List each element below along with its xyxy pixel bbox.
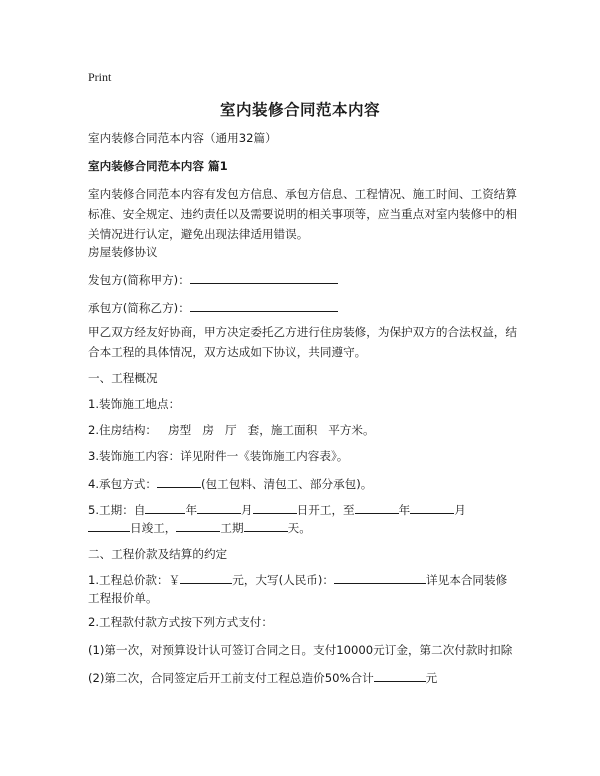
item5-days: 天。 — [287, 521, 311, 535]
item5-start: 日开工，至 — [296, 503, 355, 517]
item1-suffix: 详见本合同装修 — [426, 573, 508, 587]
section2-item1-cont: 工程报价单。 — [88, 591, 158, 605]
item5-prefix: 5.工期：自 — [88, 503, 146, 517]
section1-heading: 一、工程概况 — [88, 371, 158, 385]
party-a-line — [88, 270, 338, 290]
section1-item1: 1.装饰施工地点： — [88, 397, 181, 411]
start-year-blank — [145, 500, 185, 514]
item5-period: 工期 — [220, 521, 244, 535]
start-year-unit: 年 — [185, 503, 198, 517]
party-b-label: 承包方(简称乙方)： — [88, 301, 190, 315]
section-heading: 室内装修合同范本内容 篇1 — [88, 159, 228, 173]
start-month-unit: 月 — [241, 503, 253, 517]
party-b-blank — [190, 298, 338, 312]
party-a-blank — [190, 270, 338, 284]
section2-item1 — [88, 570, 507, 590]
end-year-unit: 年 — [398, 503, 411, 517]
party-a-label: 发包方(简称甲方)： — [88, 273, 190, 287]
section1-item5 — [88, 500, 466, 520]
page-title: 室内装修合同范本内容 — [219, 101, 380, 119]
end-year-blank — [355, 500, 399, 514]
period-blank — [176, 518, 220, 532]
document-subtitle: 室内装修合同范本内容（通用32篇） — [88, 131, 277, 145]
section1-item4 — [88, 474, 372, 494]
days-blank — [244, 518, 288, 532]
item1-mid: 元，大写(人民币)： — [232, 573, 335, 587]
price-words-blank — [334, 570, 426, 584]
item4-suffix: (包工包料、清包工、部分承包)。 — [201, 477, 373, 491]
start-day-blank — [253, 500, 297, 514]
party-b-line — [88, 298, 338, 318]
item4-blank — [157, 474, 201, 488]
item4-prefix: 4.承包方式： — [88, 477, 158, 491]
item5-end: 日竣工， — [130, 521, 177, 535]
pay2-unit: 元 — [425, 671, 438, 685]
section1-item2: 2.住房结构： 房型 房 厅 套，施工面积 平方米。 — [88, 423, 375, 437]
pay2-blank — [374, 668, 426, 682]
price-blank — [180, 570, 232, 584]
section1-item3: 3.装饰施工内容：详见附件一《装饰施工内容表》。 — [88, 449, 349, 463]
section2-heading: 二、工程价款及结算的约定 — [88, 547, 228, 561]
start-month-blank — [197, 500, 241, 514]
payment-2 — [88, 668, 437, 688]
agreement-title: 房屋装修协议 — [88, 245, 158, 259]
end-month-unit: 月 — [454, 503, 466, 517]
end-month-blank — [410, 500, 454, 514]
section1-item5-cont — [88, 518, 311, 538]
intro-paragraph: 室内装修合同范本内容有发包方信息、承包方信息、工程情况、施工时间、工资结算标准、安全规定、违约责任以及需要说明的相关事项等，应当重点对室内装修中的相关情况进行认定，避免出现法律适用错误。 — [88, 187, 517, 241]
preamble-paragraph: 甲乙双方经友好协商，甲方决定委托乙方进行住房装修，为保护双方的合法权益，结合本工程的具体情况，双方达成如下协议，共同遵守。 — [88, 325, 517, 359]
item1-prefix: 1.工程总价款：￥ — [88, 573, 181, 587]
pay2-prefix: (2)第二次，合同签定后开工前支付工程总造价50%合计 — [88, 671, 374, 685]
end-day-blank — [88, 518, 130, 532]
payment-1: (1)第一次，对预算设计认可签订合同之日。支付10000元订金，第二次付款时扣除 — [88, 643, 513, 657]
section2-item2: 2.工程款付款方式按下列方式支付： — [88, 615, 273, 629]
print-label: Print — [88, 70, 112, 84]
